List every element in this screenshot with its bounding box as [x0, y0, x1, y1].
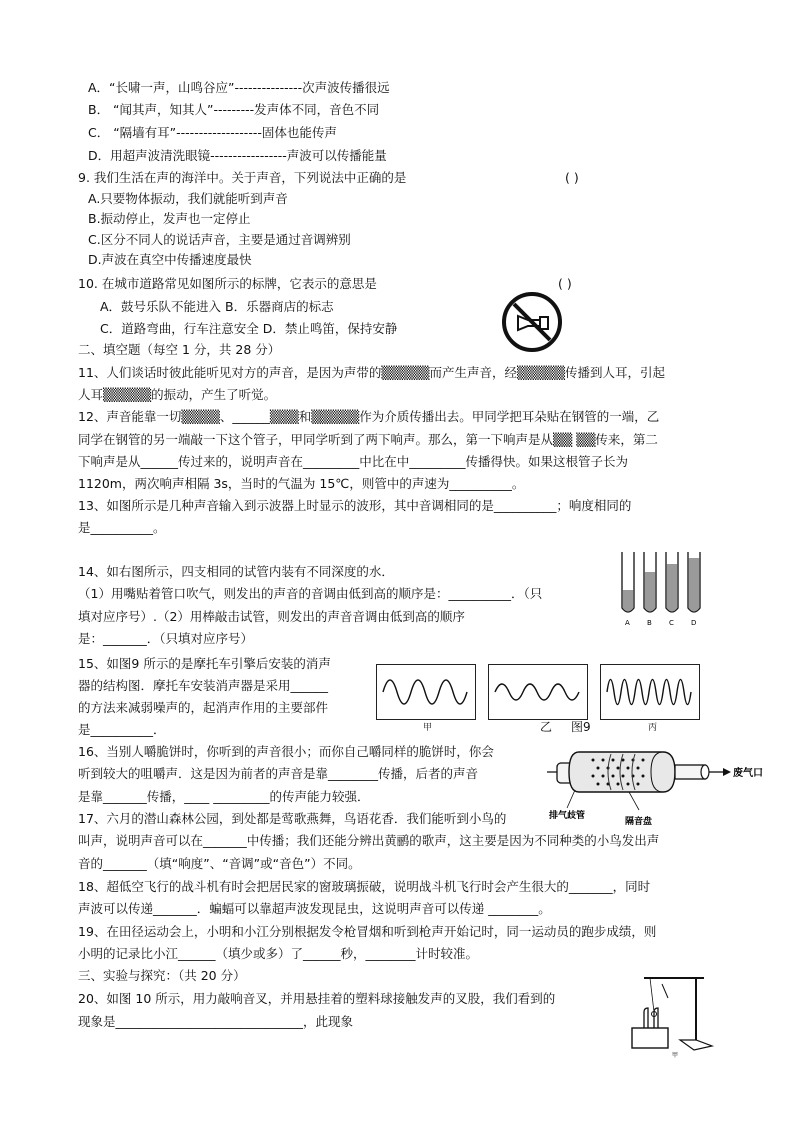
tube-label-d: D	[691, 619, 697, 627]
section-2-heading: 二、填空题（每空 1 分，共 28 分）	[78, 342, 281, 357]
q9-option-c: C.区分不同人的说话声音，主要是通过音调辨别	[88, 232, 351, 247]
q12-line-4: 1120m，两次响声相隔 3s，当时的气温为 15℃，则管中的声速为__________。	[78, 476, 525, 491]
waveform-bing	[600, 664, 700, 720]
muffler-label-sound-plate: 隔音盘	[625, 817, 653, 827]
waveform-label-jia: 甲	[423, 723, 433, 733]
muffler-label-exhaust-manifold: 排气歧管	[549, 811, 586, 821]
q16-line-1: 16、当别人嚼脆饼时，你听到的声音很小；而你自己嚼同样的脆饼时，你会	[78, 744, 494, 759]
test-tubes-figure	[614, 550, 714, 630]
test-tube-b	[644, 552, 656, 612]
q10-options-ab: A．鼓号乐队不能进入 B．乐器商店的标志	[100, 299, 334, 314]
q11-line-2: 人耳▒▒▒▒▒的振动，产生了听觉。	[78, 387, 277, 402]
q17-line-2: 叫声，说明声音可以在_______中传播；我们还能分辨出黄鹂的歌声，这主要是因为不同种类的小鸟发出声	[78, 833, 660, 848]
q14-line-3: 填对应序号）.（2）用棒敲击试管，则发出的声音音调由低到高的顺序	[78, 609, 465, 624]
q15-line-2: 器的结构图．摩托车安装消声器是采用______	[78, 678, 329, 693]
section-3-heading: 三、实验与探究：（共 20 分）	[78, 968, 246, 983]
test-tube-c	[666, 552, 678, 612]
test-tube-d	[688, 552, 700, 612]
q14-line-1: 14、如右图所示，四支相同的试管内装有不同深度的水．	[78, 564, 394, 579]
waveform-jia	[376, 664, 476, 720]
q19-line-1: 19、在田径运动会上，小明和小江分别根据发令枪冒烟和听到枪声开始记时，同一运动员的跑步成绩，则	[78, 924, 657, 939]
q10-options-cd: C．道路弯曲，行车注意安全 D．禁止鸣笛，保持安静	[100, 321, 398, 336]
tube-label-a: A	[625, 619, 630, 627]
q9-stem: 9. 我们生活在声的海洋中。关于声音，下列说法中正确的是	[78, 170, 407, 185]
q9-answer-paren: ( )	[565, 170, 579, 185]
tuning-fork-figure	[624, 970, 724, 1058]
q12-line-3: 下响声是从______传过来的，说明声音在_________中比在中_________传播得快。如果这根管子长为	[78, 454, 629, 469]
q15-line-3: 的方法来减弱噪声的，起消声作用的主要部件	[78, 700, 329, 715]
tube-label-c: C	[669, 619, 674, 627]
q17-line-1: 17、六月的潜山森林公园，到处都是莺歌燕舞，鸟语花香．我们能听到小鸟的	[78, 811, 507, 826]
figure-9-label: 图9	[571, 720, 591, 734]
waveform-yi	[488, 664, 588, 720]
figure-10-label: 甲	[672, 1052, 679, 1058]
q19-line-2: 小明的记录比小江______（填少或多）了______秒，________计时较准。	[78, 946, 479, 961]
q20-line-1: 20、如图 10 所示，用力敲响音叉，并用悬挂着的塑料球接触发声的叉股，我们看到的	[78, 991, 556, 1006]
q12-line-2: 同学在钢管的另一端敲一下这个管子，甲同学听到了两下响声。那么，第一下响声是从▒▒ ▒▒传来，第二	[78, 432, 658, 447]
q17-line-3: 音的_______（填“响度”、“音调”或“音色”）不同。	[78, 856, 361, 871]
q16-line-2: 听到较大的咀嚼声．这是因为前者的声音是靠________传播，后者的声音	[78, 766, 479, 781]
q8-option-b: B． “闻其声，知其人”---------发声体不同，音色不同	[88, 102, 380, 117]
q8-option-c: C． “隔墙有耳”-------------------固体也能传声	[88, 125, 337, 140]
q18-line-2: 声波可以传递_______．蝙蝠可以靠超声波发现昆虫，这说明声音可以传递 ________。	[78, 901, 551, 916]
q12-line-1: 12、声音能靠一切▒▒▒▒、______▒▒▒和▒▒▒▒▒作为介质传播出去。甲同学把耳朵贴在钢管的一端，乙	[78, 409, 660, 424]
q15-line-1: 15、如图9 所示的是摩托车引擎后安装的消声	[78, 656, 331, 671]
q9-option-b: B.振动停止，发声也一定停止	[88, 211, 251, 226]
q10-answer-paren: ( )	[558, 276, 572, 291]
muffler-diagram	[545, 738, 775, 830]
tube-label-b: B	[647, 619, 652, 627]
q15-line-4: 是__________．	[78, 722, 166, 737]
q8-option-d: D．用超声波清洗眼镜-----------------声波可以传播能量	[88, 148, 387, 163]
q14-line-4: 是：_______．（只填对应序号）	[78, 631, 254, 646]
q11-line-1: 11、人们谈话时彼此能听见对方的声音，是因为声带的▒▒▒▒▒而产生声音，经▒▒▒▒▒传播到人耳，引起	[78, 365, 666, 380]
q14-line-2: （1）用嘴贴着管口吹气，则发出的声音的音调由低到高的顺序是：__________．（只	[78, 586, 543, 601]
q13-line-1: 13、如图所示是几种声音输入到示波器上时显示的波形，其中音调相同的是__________；响度相同的	[78, 498, 632, 513]
waveform-label-yi: 乙	[540, 720, 553, 734]
q9-option-a: A.只要物体振动，我们就能听到声音	[88, 191, 288, 206]
muffler-label-exhaust-out: 废气口	[733, 768, 763, 779]
no-horn-sign-icon	[500, 290, 564, 354]
q13-line-2: 是__________。	[78, 520, 166, 535]
q10-stem: 10. 在城市道路常见如图所示的标牌，它表示的意思是	[78, 276, 377, 291]
q18-line-1: 18、超低空飞行的战斗机有时会把居民家的窗玻璃振破，说明战斗机飞行时会产生很大的_______，同时	[78, 879, 651, 894]
test-tube-a	[622, 552, 634, 612]
q20-line-2: 现象是______________________________，此现象	[78, 1014, 354, 1029]
q9-option-d: D.声波在真空中传播速度最快	[88, 252, 252, 267]
q16-line-3: 是靠_______传播，____ _________的传声能力较强．	[78, 789, 370, 804]
waveform-label-bing: 丙	[648, 723, 658, 733]
q8-option-a: A．“长啸一声，山鸣谷应”---------------次声波传播很远	[88, 80, 390, 95]
